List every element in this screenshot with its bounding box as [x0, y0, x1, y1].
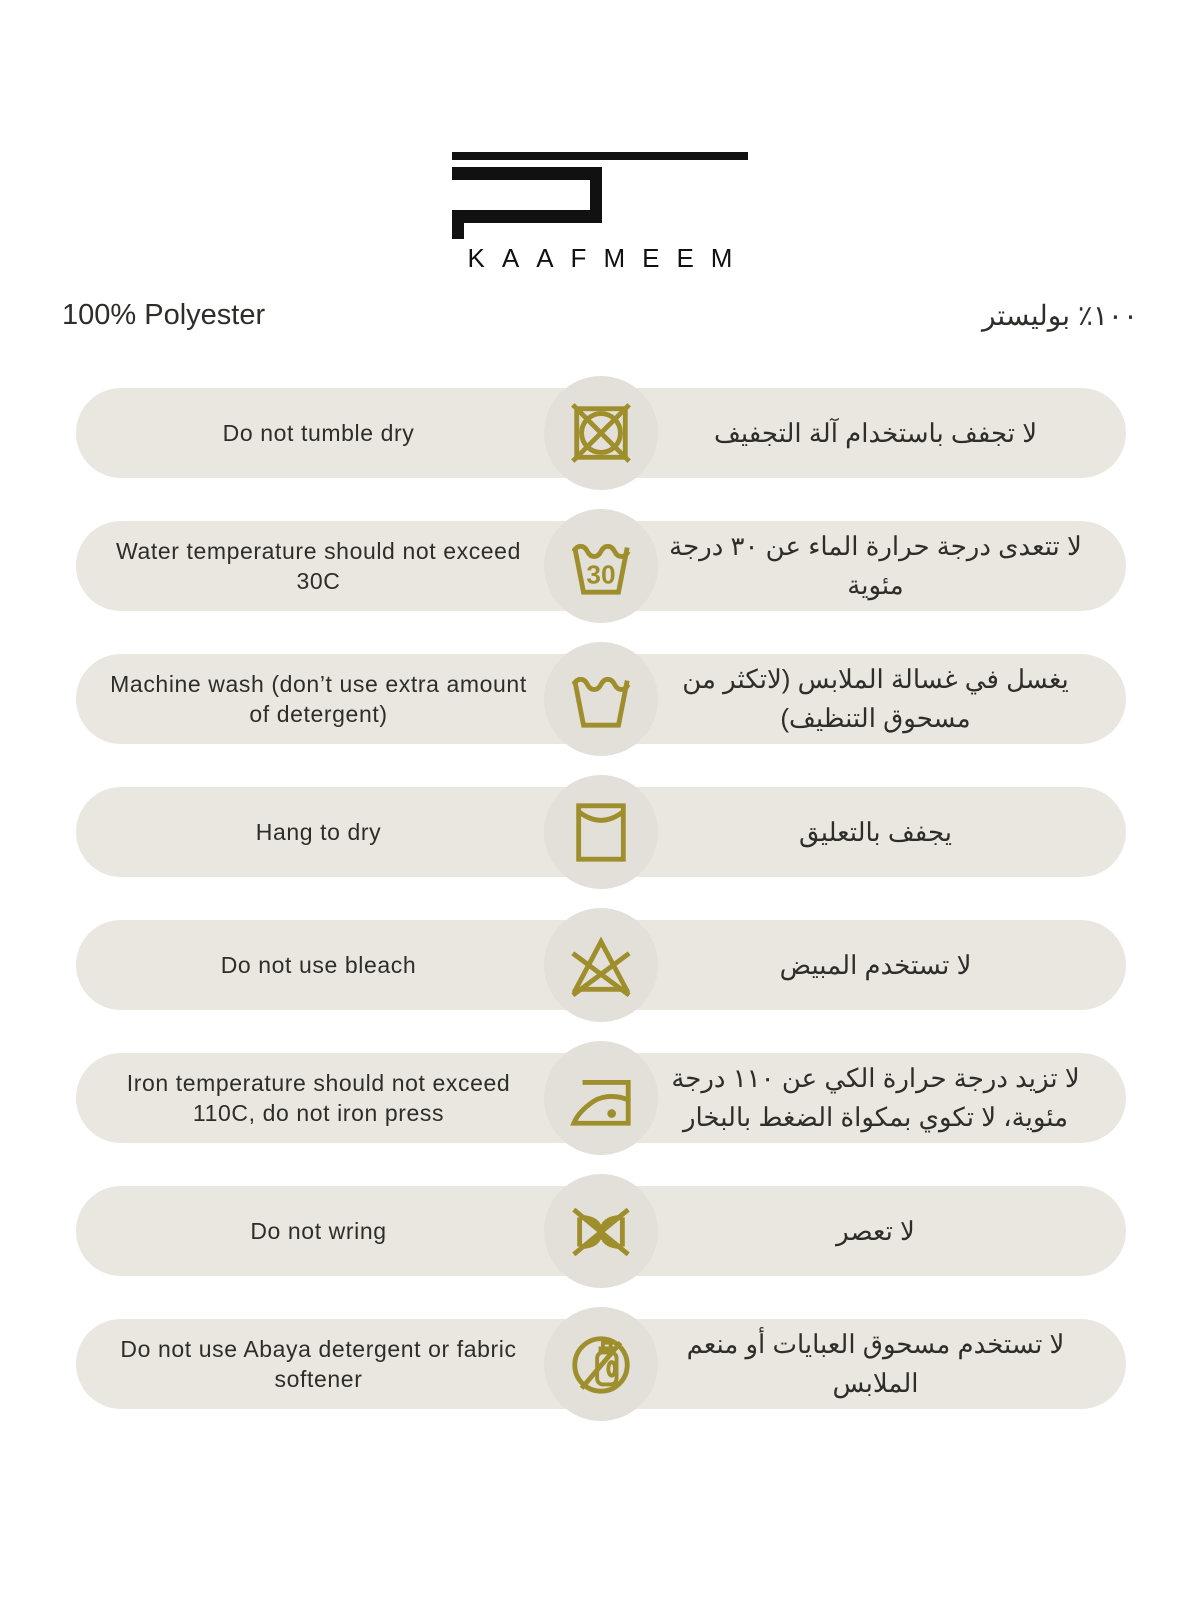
no-detergent-bottle-icon: [567, 1330, 635, 1398]
care-instructions-list: [76, 388, 1126, 1452]
care-english: Do not wring: [250, 1217, 387, 1244]
care-arabic: يغسل في غسالة الملابس (لاتكثر من مسحوق التنظيف): [682, 664, 1069, 733]
care-arabic: لا تزيد درجة حرارة الكي عن ١١٠ درجة مئوية، لا تكوي بمكواة الضغط بالبخار: [671, 1063, 1080, 1132]
care-english: Do not use Abaya detergent or fabric softener: [120, 1335, 517, 1392]
icon-circle: [544, 1307, 658, 1421]
care-english: Do not tumble dry: [222, 419, 415, 446]
icon-circle: [544, 775, 658, 889]
icon-circle: [544, 1041, 658, 1155]
composition-line: [62, 299, 1138, 332]
care-arabic: لا تستخدم المبيض: [779, 949, 972, 980]
care-row-do-not-wring: [76, 1186, 1126, 1276]
brand-wordmark: KAAFMEEM: [467, 243, 750, 273]
care-english: Iron temperature should not exceed 110C, do not iron press: [126, 1069, 511, 1126]
brand-logo: [0, 152, 1200, 274]
composition-english: 100% Polyester: [62, 299, 266, 331]
care-arabic: لا تستخدم مسحوق العبايات أو منعم الملابس: [686, 1329, 1065, 1398]
hang-to-dry-icon: [567, 798, 635, 866]
icon-circle: [544, 1174, 658, 1288]
wash-max-30c-icon: [567, 532, 635, 600]
care-arabic: لا تتعدى درجة حرارة الماء عن ٣٠ درجة مئوية: [669, 531, 1082, 600]
care-english: Machine wash (don’t use extra amount of detergent): [110, 670, 527, 727]
icon-circle: [544, 642, 658, 756]
care-english: Hang to dry: [255, 818, 382, 845]
care-row-do-not-bleach: [76, 920, 1126, 1010]
care-row-no-detergent: [76, 1319, 1126, 1409]
icon-circle: [544, 376, 658, 490]
do-not-tumble-dry-icon: [567, 399, 635, 467]
care-english: Do not use bleach: [220, 951, 417, 978]
svg-text:30: 30: [586, 559, 616, 590]
do-not-bleach-icon: [567, 931, 635, 999]
care-row-iron-max-110c: [76, 1053, 1126, 1143]
icon-circle: [544, 509, 658, 623]
care-arabic: لا تعصر: [836, 1215, 915, 1246]
composition-arabic: ١٠٠٪ بوليستر: [981, 300, 1138, 331]
icon-circle: [544, 908, 658, 1022]
iron-max-110c-icon: [567, 1064, 635, 1132]
machine-wash-icon: [567, 665, 635, 733]
care-row-hang-to-dry: [76, 787, 1126, 877]
care-english: Water temperature should not exceed 30C: [116, 537, 521, 594]
care-row-wash-max-30c: [76, 521, 1126, 611]
kaafmeem-logo-icon: [451, 152, 749, 240]
care-arabic: يجفف بالتعليق: [799, 816, 952, 847]
do-not-wring-icon: [567, 1197, 635, 1265]
care-row-machine-wash: [76, 654, 1126, 744]
care-row-do-not-tumble-dry: [76, 388, 1126, 478]
care-arabic: لا تجفف باستخدام آلة التجفيف: [713, 417, 1038, 448]
